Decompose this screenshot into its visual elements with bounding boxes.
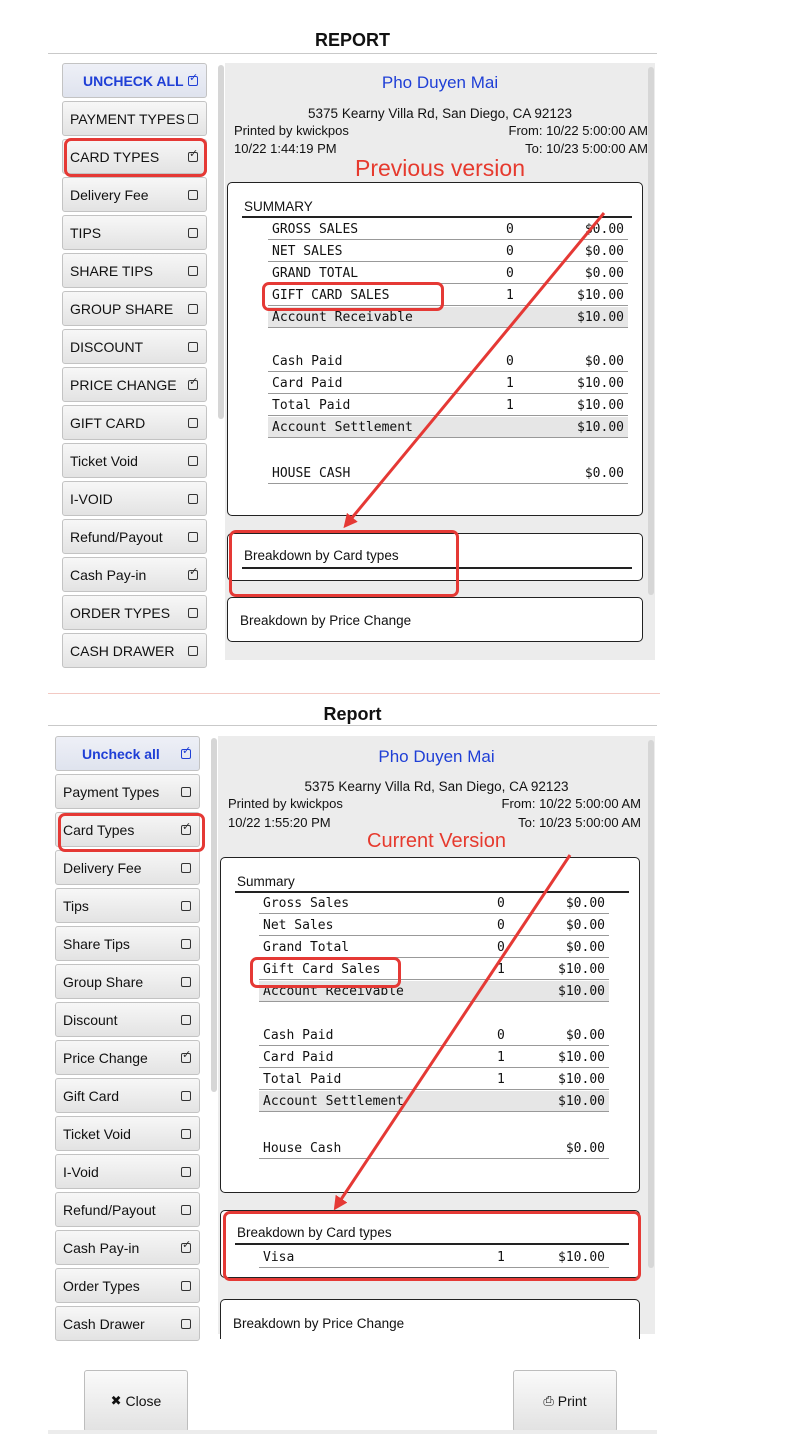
sidebar-item-label: CARD TYPES: [70, 148, 160, 165]
row-name: GROSS SALES: [272, 222, 359, 237]
guide-line-old: [346, 213, 604, 525]
sidebar-item-label: Order Types: [63, 1277, 140, 1294]
sidebar-item-label: Card Types: [63, 821, 135, 838]
row-name: GIFT CARD SALES: [272, 288, 390, 303]
sidebar-item-label: DISCOUNT: [70, 338, 144, 355]
close-icon: ✖: [110, 1393, 122, 1409]
sidebar-item-label: I-Void: [63, 1163, 99, 1180]
row-name: Grand Total: [263, 940, 350, 955]
row-name: NET SALES: [272, 244, 343, 259]
row-amount: $10.00: [558, 962, 605, 977]
row-name: Account Settlement: [272, 420, 413, 435]
row-amount: $0.00: [584, 354, 624, 369]
sidebar-item-label: Delivery Fee: [63, 859, 142, 876]
date-from: From: 10/22 5:00:00 AM: [501, 796, 641, 811]
row-name: Total Paid: [263, 1072, 342, 1087]
sidebar-item-label: GROUP SHARE: [70, 300, 174, 317]
row-amount: $0.00: [584, 222, 624, 237]
row-amount: $10.00: [577, 398, 624, 413]
row-amount: $10.00: [558, 1050, 605, 1065]
summary-title: Summary: [237, 874, 295, 889]
row-amount: $0.00: [565, 940, 605, 955]
breakdown-card-types-title: Breakdown by Card types: [244, 548, 399, 563]
sidebar-item-label: Cash Drawer: [63, 1315, 145, 1332]
row-name: Card Paid: [263, 1050, 334, 1065]
panel-title: Report: [323, 704, 382, 724]
sidebar-item-label: GIFT CARD: [70, 414, 146, 431]
version-label: Previous version: [354, 155, 526, 181]
store-name: Pho Duyen Mai: [381, 73, 499, 92]
sidebar-item-label: PRICE CHANGE: [70, 376, 177, 393]
sidebar-item-label: Cash Pay-in: [70, 566, 147, 583]
printer-icon: ⎙: [543, 1393, 554, 1409]
sidebar-item-label: CASH DRAWER: [70, 642, 175, 659]
sidebar-item-label: Refund/Payout: [70, 528, 163, 545]
row-count: 0: [497, 918, 505, 933]
summary-title: SUMMARY: [244, 199, 313, 214]
sidebar-item-label: Payment Types: [63, 783, 160, 800]
sidebar-item-label: SHARE TIPS: [70, 262, 153, 279]
printed-at: 10/22 1:44:19 PM: [234, 141, 337, 156]
sidebar-item-label: I-VOID: [70, 490, 113, 507]
row-name: GRAND TOTAL: [272, 266, 359, 281]
row-amount: $10.00: [577, 310, 624, 325]
printed-by: Printed by kwickpos: [234, 123, 349, 138]
breakdown-card-types-title: Breakdown by Card types: [237, 1225, 392, 1240]
row-name: Card Paid: [272, 376, 343, 391]
row-count: 1: [497, 1250, 505, 1265]
row-name: Gift Card Sales: [263, 962, 381, 977]
row-name: Cash Paid: [272, 354, 343, 369]
row-name: Cash Paid: [263, 1028, 334, 1043]
row-count: 1: [506, 376, 514, 391]
row-count: 1: [506, 398, 514, 413]
row-name: Gross Sales: [263, 896, 350, 911]
row-name: Net Sales: [263, 918, 334, 933]
date-to: To: 10/23 5:00:00 AM: [518, 815, 641, 830]
row-count: 1: [506, 288, 514, 303]
sidebar-item-label: Ticket Void: [63, 1125, 131, 1142]
row-count: 0: [497, 1028, 505, 1043]
row-count: 0: [506, 244, 514, 259]
version-label: Current Version: [367, 830, 506, 852]
row-amount: $0.00: [565, 918, 605, 933]
store-name: Pho Duyen Mai: [378, 747, 495, 766]
row-amount: $10.00: [558, 1094, 605, 1109]
sidebar-item-label: Share Tips: [63, 935, 130, 952]
row-name: Total Paid: [272, 398, 351, 413]
row-name: Account Receivable: [272, 310, 413, 325]
row-count: 1: [497, 1050, 505, 1065]
sidebar-item-label: Price Change: [63, 1049, 148, 1066]
sidebar-item-label: Cash Pay-in: [63, 1239, 140, 1256]
print-label: Print: [557, 1393, 587, 1409]
sidebar-item-label: TIPS: [70, 224, 102, 241]
row-name: Account Receivable: [263, 984, 404, 999]
row-count: 0: [506, 266, 514, 281]
sidebar-item-label: Group Share: [63, 973, 144, 990]
store-address: 5375 Kearny Villa Rd, San Diego, CA 92123: [308, 106, 572, 121]
row-amount: $0.00: [584, 244, 624, 259]
arrow-new: [336, 855, 570, 1207]
row-amount: $10.00: [577, 376, 624, 391]
row-count: 0: [506, 354, 514, 369]
row-count: 0: [497, 896, 505, 911]
row-count: 0: [506, 222, 514, 237]
row-name: Account Settlement: [263, 1094, 404, 1109]
row-amount: $0.00: [565, 1028, 605, 1043]
sidebar-item-label: ORDER TYPES: [70, 604, 171, 621]
date-to: To: 10/23 5:00:00 AM: [525, 141, 648, 156]
sidebar-item-label: Refund/Payout: [63, 1201, 156, 1218]
sidebar-item-label: Delivery Fee: [70, 186, 149, 203]
row-amount: $10.00: [558, 1072, 605, 1087]
row-amount: $0.00: [565, 896, 605, 911]
breakdown-price-change-title: Breakdown by Price Change: [240, 613, 412, 628]
printed-by: Printed by kwickpos: [228, 796, 343, 811]
row-amount: $0.00: [565, 1141, 605, 1156]
sidebar-item-label: PAYMENT TYPES: [70, 110, 185, 127]
row-name: Visa: [263, 1250, 295, 1265]
close-label: Close: [125, 1393, 162, 1409]
row-name: House Cash: [263, 1141, 342, 1156]
row-amount: $10.00: [577, 420, 624, 435]
store-address: 5375 Kearny Villa Rd, San Diego, CA 92123: [304, 779, 569, 794]
row-amount: $10.00: [558, 984, 605, 999]
panel-title: REPORT: [314, 30, 390, 50]
row-count: 1: [497, 1072, 505, 1087]
date-from: From: 10/22 5:00:00 AM: [508, 123, 648, 138]
row-count: 0: [497, 940, 505, 955]
sidebar-item-label: Gift Card: [63, 1087, 120, 1104]
row-amount: $10.00: [577, 288, 624, 303]
sidebar-item-label: Ticket Void: [70, 452, 138, 469]
printed-at: 10/22 1:55:20 PM: [228, 815, 331, 830]
sidebar-item-label: Tips: [63, 897, 89, 914]
row-amount: $0.00: [584, 266, 624, 281]
row-name: HOUSE CASH: [272, 466, 351, 481]
row-amount: $10.00: [558, 1250, 605, 1265]
breakdown-price-change-title: Breakdown by Price Change: [233, 1316, 405, 1331]
sidebar-item-label: Uncheck all: [82, 745, 160, 762]
row-count: 1: [497, 962, 505, 977]
sidebar-item-label: UNCHECK ALL: [83, 72, 184, 89]
row-amount: $0.00: [584, 466, 624, 481]
sidebar-item-label: Discount: [63, 1011, 118, 1028]
